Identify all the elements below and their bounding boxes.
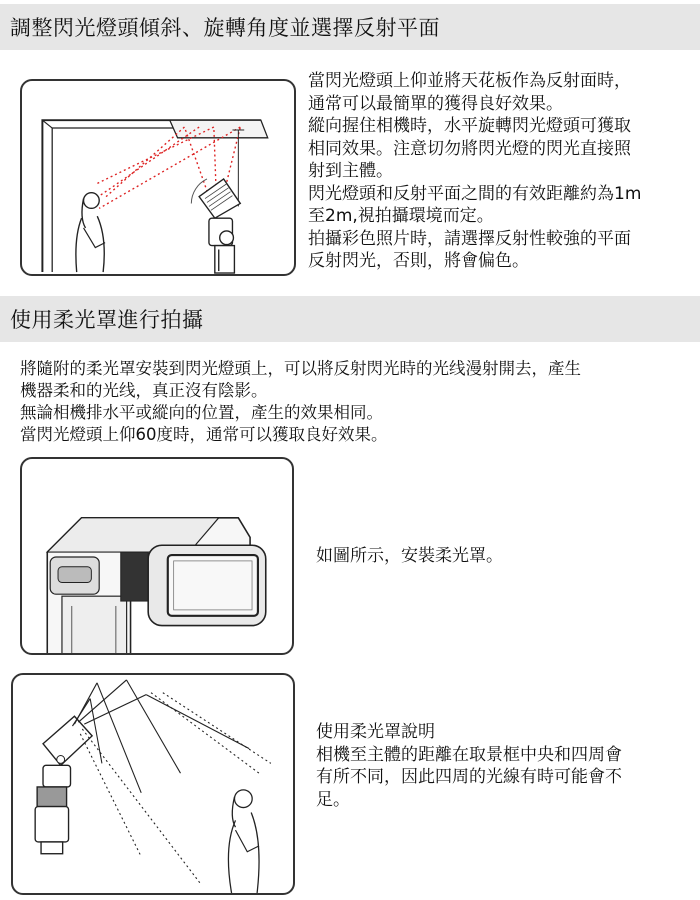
diffuser-intro [20, 358, 581, 446]
text-line: 使用柔光罩說明 [316, 722, 435, 742]
text-line: 有所不同，因此四周的光線有時可能會不 [316, 767, 622, 787]
diffused-light-drawing [13, 675, 293, 893]
text-line: 無論相機排水平或縱向的位置，產生的效果相同。 [20, 403, 383, 422]
attach-caption [316, 545, 503, 568]
bounce-description [308, 70, 641, 273]
section-header-bounce [0, 4, 700, 50]
section-title: 使用柔光罩進行拍攝 [10, 308, 204, 332]
text-line: 足。 [316, 789, 350, 810]
section-header-diffuser [0, 296, 700, 342]
text-line: 將隨附的柔光罩安裝到閃光燈頭上，可以將反射閃光時的光线漫射開去，產生 [20, 359, 581, 378]
diffuser-attach-illustration [20, 457, 294, 655]
text-line: 拍攝彩色照片時，請選擇反射性較強的平面 [308, 228, 631, 249]
text-line: 通常可以最簡單的獲得良好效果。 [308, 93, 563, 114]
text-line: 閃光燈頭和反射平面之間的有效距離約為1m [308, 183, 642, 204]
text-line: 當閃光燈頭上仰60度時，通常可以獲取良好效果。 [20, 425, 388, 444]
text-line: 射到主體。 [308, 161, 393, 181]
text-line: 相同效果。注意切勿將閃光燈的閃光直接照 [308, 138, 631, 159]
text-line: 至2m,視拍攝環境而定。 [308, 206, 494, 226]
text-line: 當閃光燈頭上仰並將天花板作為反射面時， [308, 71, 631, 91]
text-line: 相機至主體的距離在取景框中央和四周會 [316, 744, 622, 765]
ceiling-bounce-illustration [20, 79, 296, 276]
section-title: 調整閃光燈頭傾斜、旋轉角度並選擇反射平面 [10, 16, 440, 40]
diffuser-usage-caption [316, 721, 622, 811]
text-line: 機器柔和的光线，真正沒有陰影。 [20, 381, 268, 400]
diffused-light-illustration [11, 673, 295, 895]
text-line: 反射閃光，否則，將會偏色。 [308, 251, 529, 271]
ceiling-bounce-drawing [22, 81, 294, 274]
text-line: 如圖所示，安裝柔光罩。 [316, 546, 503, 566]
text-line: 縱向握住相機時，水平旋轉閃光燈頭可獲取 [308, 116, 631, 136]
diffuser-attach-drawing [22, 459, 292, 653]
